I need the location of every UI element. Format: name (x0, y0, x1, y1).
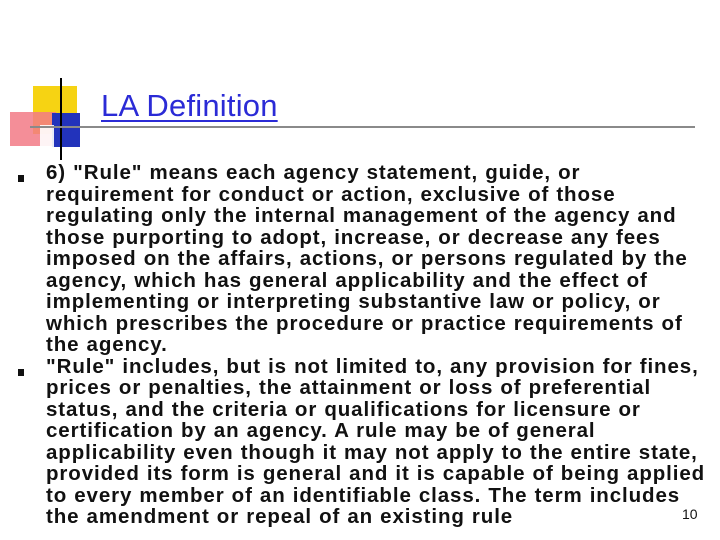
page-number: 10 (682, 506, 698, 522)
bullet-text-1: 6) "Rule" means each agency statement, guide, or requirement for conduct or action, exclusive of those regulating only the internal management of the agency and those purporting to adopt, increase, or decrease any fees imposed on the affairs, actions, or persons regulated by the agency, which has general applicability and the effect of implementing or interpreting substantive law or policy, or which prescribes the procedure or practice requirements of the agency. (46, 161, 688, 356)
logo-vertical-line (60, 78, 62, 160)
bullet-text-2: "Rule" includes, but is not limited to, any provision for fines, prices or penalties, the attainment or loss of preferential status, and the criteria or qualifications for licensure or certification by an agency. A rule may be of general applicability even though it may not apply to the entire state, provided its form is general and it is capable of being applied to every member of an identifiable class. The term includes the amendment or repeal of an existing rule (46, 354, 706, 528)
bullet-marker-icon (18, 369, 24, 376)
logo-blue-block (52, 113, 80, 147)
bullet-list (18, 162, 708, 528)
slide-title: LA Definition (101, 88, 278, 123)
logo-highlight-block (40, 125, 54, 147)
bullet-marker-icon (18, 175, 24, 182)
title-rule-line (30, 126, 695, 128)
bullet-item-2 (18, 356, 708, 528)
bullet-item-1 (18, 162, 708, 356)
slide-logo (0, 0, 720, 160)
